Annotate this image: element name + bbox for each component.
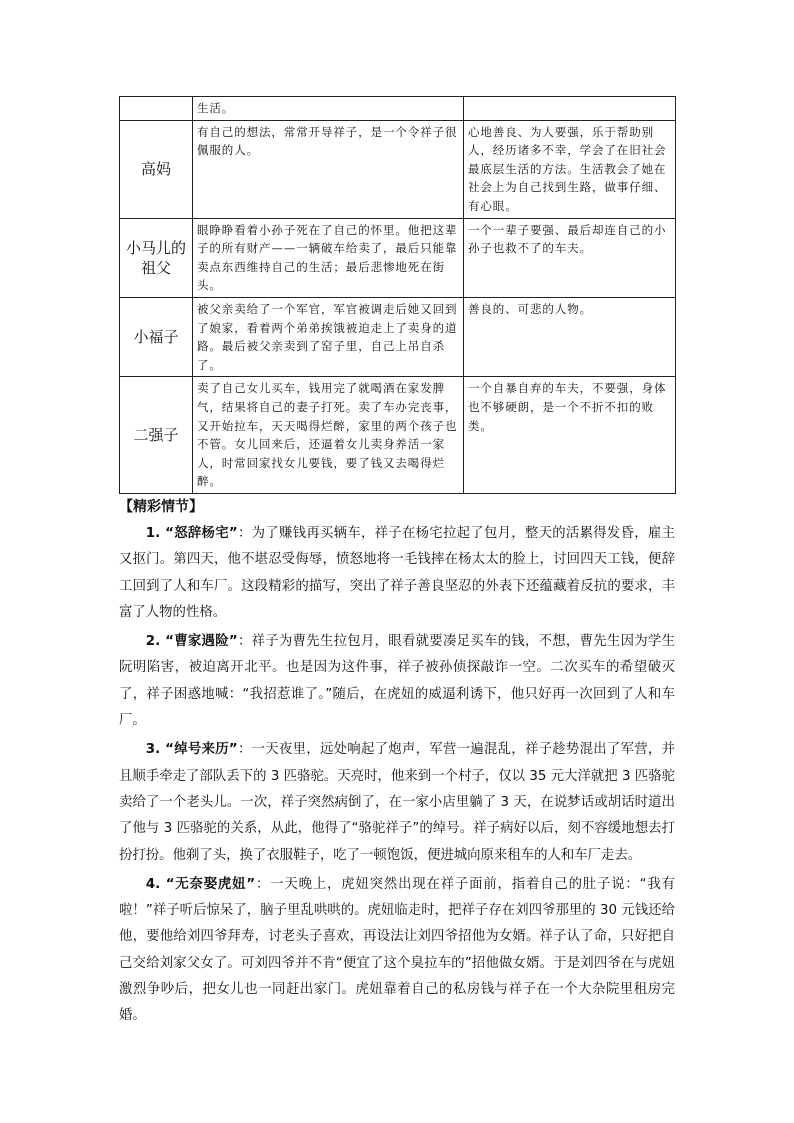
paragraph-heading: “怒辞杨宅” [165, 526, 238, 541]
character-name: 小马儿的祖父 [120, 218, 193, 297]
plot-paragraph [119, 521, 675, 626]
paragraph-heading: “绰号来历” [165, 742, 238, 758]
plot-paragraph [119, 872, 675, 1030]
paragraph-number: 2. [145, 634, 166, 650]
character-description: 卖了自己女儿买车，钱用完了就喝酒在家发脾气，结果将自己的妻子打死。卖了车办完丧事，又开始拉车，天天喝得烂醉，家里的两个孩子也不管。女儿回来后，还逼着女儿卖身养活一家人，时常回家找女儿要钱，要了钱又去喝得烂醉。 [193, 377, 464, 494]
paragraph-body: ：祥子为曹先生拉包月，眼看就要凑足买车的钱，不想，曹先生因为学生阮明陷害，被迫离开北平。也是因为这件事，祥子被孙侦探敲诈一空。二次买车的希望破灭了，祥子困惑地喊：“我招惹谁了。”随后，在虎妞的威逼利诱下，他只好再一次回到了人和车厂。 [119, 634, 675, 729]
character-description: 眼睁睁看着小孙子死在了自己的怀里。他把这辈子的所有财产——一辆破车给卖了，最后只能靠卖点东西维持自己的生活；最后悲惨地死在街头。 [193, 218, 464, 297]
paragraph-body: ：为了赚钱再买辆车，祥子在杨宅拉起了包月，整天的活累得发昏，雇主又抠门。第四天，他不堪忍受侮辱，愤怒地将一毛钱摔在杨太太的脸上，讨回四天工钱，便辞工回到了人和车厂。这段精彩的描写，突出了祥子善良坚忍的外表下还蕴藏着反抗的要求，丰富了人物的性格。 [119, 526, 675, 620]
character-description: 被父亲卖给了一个军官，军官被调走后她又回到了娘家，看着两个弟弟挨饿被迫走上了卖身的道路。最后被父亲卖到了窑子里，自己上吊自杀了。 [193, 297, 464, 376]
table-row [120, 377, 676, 494]
character-trait [464, 97, 676, 121]
paragraph-body: ：一天晚上，虎妞突然出现在祥子面前，指着自己的肚子说：“我有啦！”祥子听后惊呆了，脑子里乱哄哄的。虎妞临走时，把祥子存在刘四爷那里的 30 元钱还给他，要他给刘四爷拜寿，讨老头子喜欢，再设法让刘四爷招他为女婿。祥子认了命，只好把自己交给刘家父女了。可刘四爷并不肯“便宜了这个臭拉车的”招他做女婿。于是刘四爷在与虎妞激烈争吵后，把女儿也一同赶出家门。虎妞靠着自己的私房钱与祥子在一个大杂院里租房完婚。 [119, 876, 675, 1024]
character-trait: 心地善良、为人要强，乐于帮助别人，经历诸多不幸，学会了在旧社会最底层生活的方法。生活教会了她在社会上为自己找到生路，做事仔细、有心眼。 [464, 120, 676, 218]
plot-paragraph [119, 629, 675, 734]
paragraph-body: ：一天夜里，远处响起了炮声，军营一遍混乱，祥子趁势混出了军营，并且顺手牵走了部队丢下的 3 匹骆驼。天亮时，他来到一个村子，仅以 35 元大洋就把 3 匹骆驼卖给了一个老头儿。一次，祥子突然病倒了，在一家小店里躺了 3 天，在说梦话或胡话时道出了他与 3 匹骆驼的关系，从此，他得了“骆驼祥子”的绰号。祥子病好以后，刻不容缓地想去打扮打扮。他剃了头，换了衣服鞋子，吃了一顿饱饭，便进城向原来租车的人和车厂走去。 [119, 742, 675, 863]
character-table [119, 96, 676, 494]
character-description: 生活。 [193, 97, 464, 121]
paragraph-number: 1. [145, 526, 166, 541]
highlights-section [119, 497, 675, 1033]
character-name: 小福子 [120, 297, 193, 376]
paragraph-heading: “无奈娶虎妞” [165, 876, 256, 892]
table-row [120, 97, 676, 121]
character-name: 二强子 [120, 377, 193, 494]
character-trait: 善良的、可悲的人物。 [464, 297, 676, 376]
character-name [120, 97, 193, 121]
table-row [120, 120, 676, 218]
character-trait: 一个自暴自弃的车夫，不要强，身体也不够硬朗，是一个不折不扣的败类。 [464, 377, 676, 494]
plot-paragraph [119, 737, 675, 868]
character-trait: 一个一辈子要强、最后却连自己的小孙子也救不了的车夫。 [464, 218, 676, 297]
character-description: 有自己的想法，常常开导祥子，是一个令祥子很佩服的人。 [193, 120, 464, 218]
table-row [120, 297, 676, 376]
character-name: 高妈 [120, 120, 193, 218]
paragraph-number: 4. [145, 876, 166, 892]
paragraph-number: 3. [145, 742, 166, 758]
table-row [120, 218, 676, 297]
paragraph-heading: “曹家遇险” [165, 634, 238, 650]
section-title: 【精彩情节】 [119, 499, 203, 515]
